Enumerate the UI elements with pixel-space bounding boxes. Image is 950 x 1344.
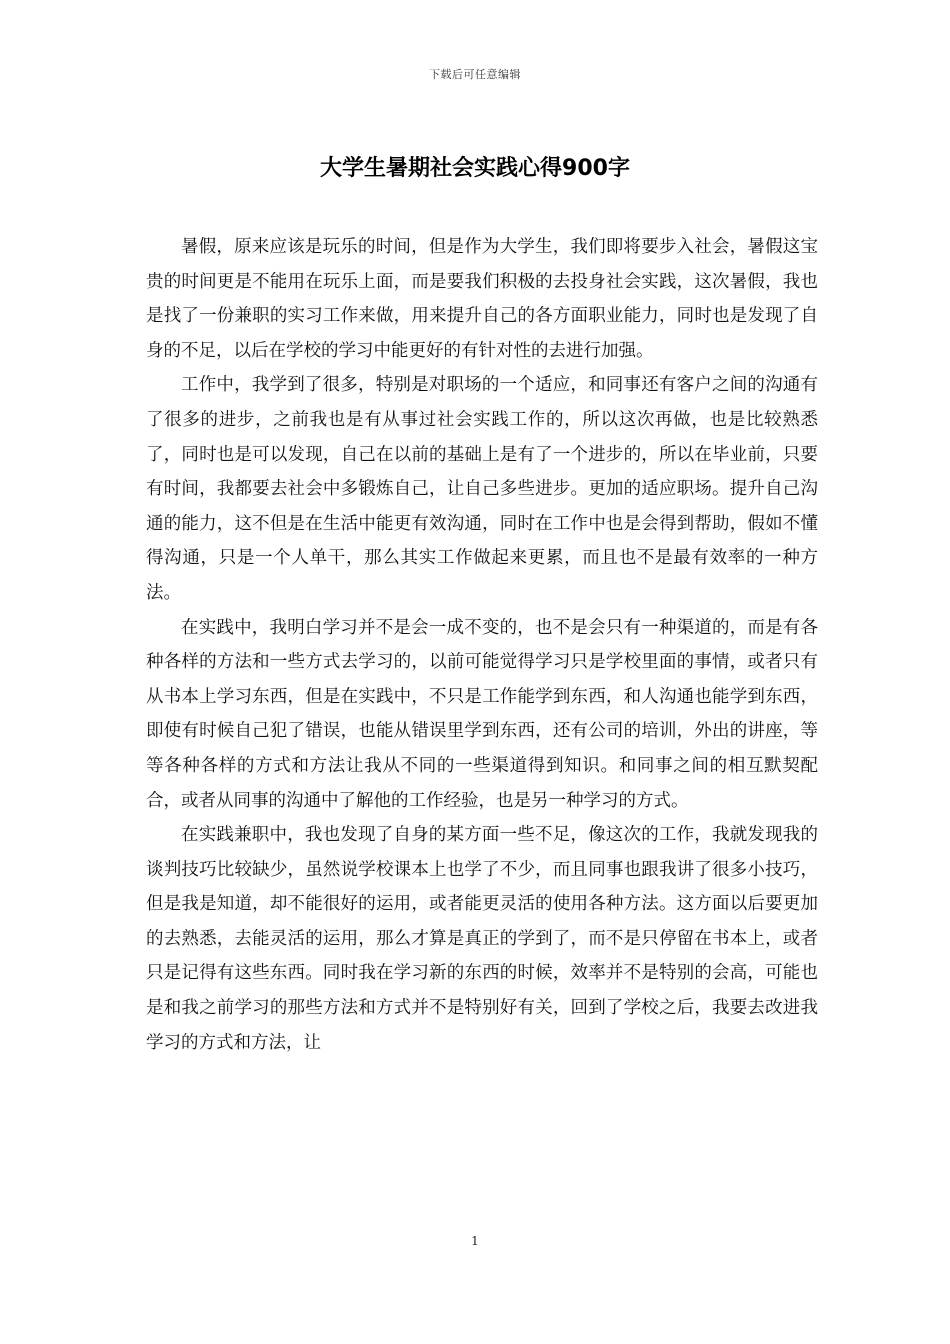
document-body: [146, 230, 818, 1060]
paragraph-2: 工作中，我学到了很多，特别是对职场的一个适应，和同事还有客户之间的沟通有了很多的进步，之前我也是有从事过社会实践工作的，所以这次再做，也是比较熟悉了，同时也是可以发现，自己在以前的基础上是有了一个进步的，所以在毕业前，只要有时间，我都要去社会中多锻炼自己，让自己多些进步。更加的适应职场。提升自己沟通的能力，这不但是在生活中能更有效沟通，同时在工作中也是会得到帮助，假如不懂得沟通，只是一个人单干，那么其实工作做起来更累，而且也不是最有效率的一种方法。: [146, 375, 818, 603]
paragraph-4: 在实践兼职中，我也发现了自身的某方面一些不足，像这次的工作，我就发现我的谈判技巧比较缺少，虽然说学校课本上也学了不少，而且同事也跟我讲了很多小技巧，但是我是知道，却不能很好的运用，或者能更灵活的使用各种方法。这方面以后要更加的去熟悉，去能灵活的运用，那么才算是真正的学到了，而不是只停留在书本上，或者只是记得有这些东西。同时我在学习新的东西的时候，效率并不是特别的会高，可能也是和我之前学习的那些方法和方式并不是特别好有关，回到了学校之后，我要去改进我学习的方式和方法，让: [146, 825, 818, 1053]
paragraph-3: 在实践中，我明白学习并不是会一成不变的，也不是会只有一种渠道的，而是有各种各样的方法和一些方式去学习的，以前可能觉得学习只是学校里面的事情，或者只有从书本上学习东西，但是在实践中，不只是工作能学到东西，和人沟通也能学到东西，即使有时候自己犯了错误，也能从错误里学到东西，还有公司的培训，外出的讲座，等等各种各样的方式和方法让我从不同的一些渠道得到知识。和同事之间的相互默契配合，或者从同事的沟通中了解他的工作经验，也是另一种学习的方式。: [146, 617, 818, 811]
document-title: 大学生暑期社会实践心得900字: [320, 156, 630, 181]
paragraph-1: 暑假，原来应该是玩乐的时间，但是作为大学生，我们即将要步入社会，暑假这宝贵的时间更是不能用在玩乐上面，而是要我们积极的去投身社会实践，这次暑假，我也是找了一份兼职的实习工作来做，用来提升自己的各方面职业能力，同时也是发现了自身的不足，以后在学校的学习中能更好的有针对性的去进行加强。: [146, 237, 818, 361]
header-note: 下载后可任意编辑: [429, 68, 521, 81]
page-number: 1: [471, 1234, 479, 1248]
